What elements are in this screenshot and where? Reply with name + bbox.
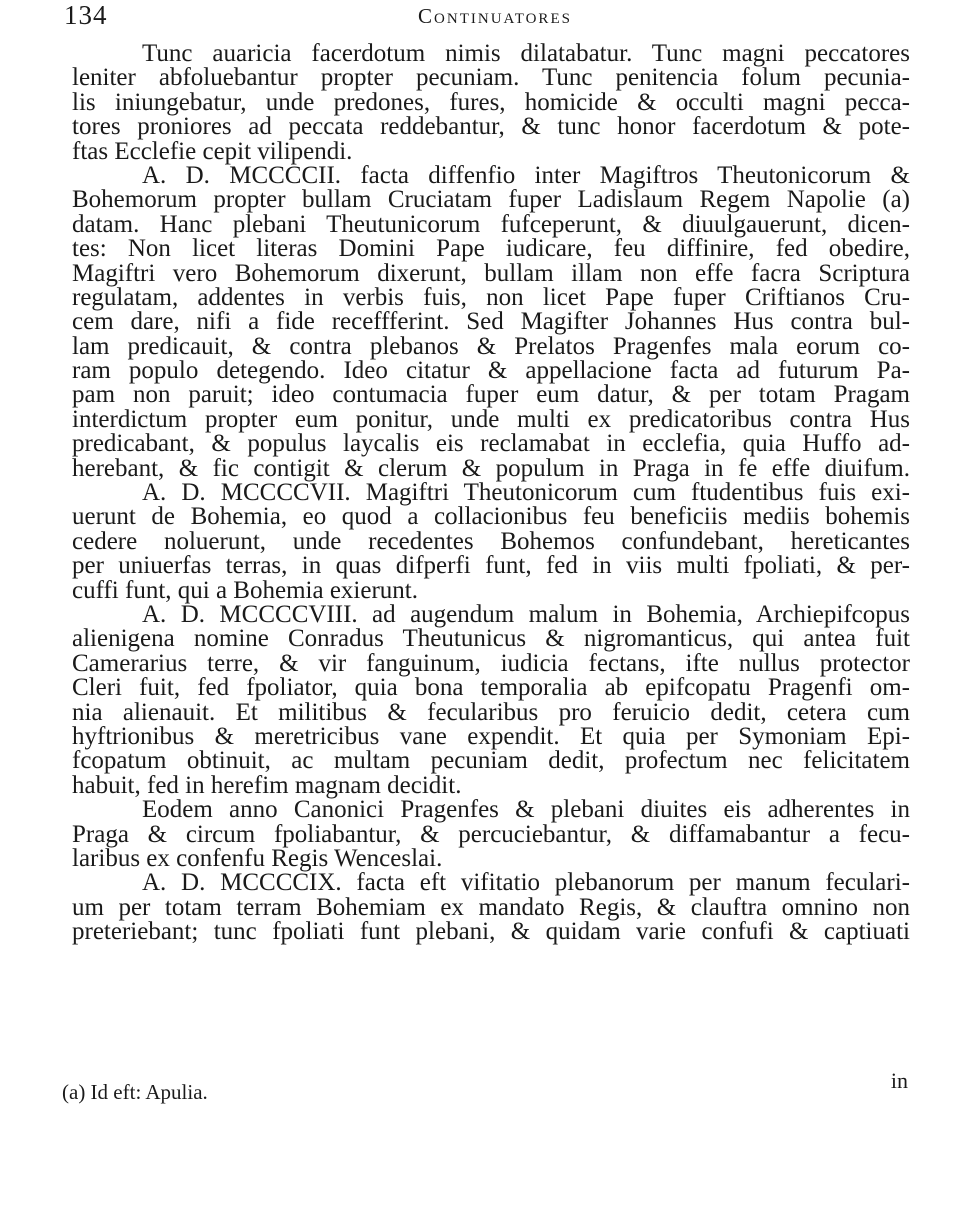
text-line: Cleri fuit, fed fpoliator, quia bona temporalia ab epifcopatu Pragenfi om- (72, 674, 910, 702)
text-line: A. D. MCCCCVII. Magiftri Theutonicorum cum ftudentibus fuis exi- (142, 479, 910, 507)
text-line: Camerarius terre, & vir fanguinum, iudicia fectans, ifte nullus protector (72, 649, 910, 677)
text-line: hyftrionibus & meretricibus vane expendit. Et quia per Symoniam Epi- (72, 722, 910, 750)
text-line: A. D. MCCCCII. facta diffenfio inter Magiftros Theutonicorum & (142, 161, 910, 189)
text-line: preteriebant; tunc fpoliati funt plebani, & quidam varie confufi & captiuati (72, 918, 910, 946)
text-line: alienigena nomine Conradus Theutunicus & nigromanticus, qui antea fuit (72, 625, 910, 653)
text-line: datam. Hanc plebani Theutunicorum fufceperunt, & diuulgauerunt, dicen- (72, 210, 910, 238)
text-line: tores proniores ad peccata reddebantur, & tunc honor facerdotum & pote- (72, 113, 910, 141)
text-line: fcopatum obtinuit, ac multam pecuniam dedit, profectum nec felicitatem (72, 747, 910, 775)
text-line: A. D. MCCCCIX. facta eft vifitatio plebanorum per manum feculari- (142, 869, 910, 897)
text-line: Eodem anno Canonici Pragenfes & plebani diuites eis adherentes in (142, 796, 910, 824)
text-line: nia alienauit. Et militibus & fecularibus pro feruicio dedit, cetera cum (72, 698, 910, 726)
text-line: pam non paruit; ideo contumacia fuper eum datur, & per totam Pragam (72, 381, 910, 409)
text-line: lis iniungebatur, unde predones, fures, homicide & occulti magni pecca- (72, 88, 910, 116)
text-line: herebant, & fic contigit & clerum & populum in Praga in fe effe diuifum. (72, 454, 910, 482)
text-line: cuffi funt, qui a Bohemia exierunt. (72, 576, 418, 604)
running-head: Continuatores (418, 4, 572, 28)
text-line: Bohemorum propter bullam Cruciatam fuper Ladislaum Regem Napolie (a) (72, 186, 910, 214)
text-line: tes: Non licet literas Domini Pape iudicare, feu diffinire, fed obedire, (72, 235, 910, 263)
text-line: ram populo detegendo. Ideo citatur & appellacione facta ad futurum Pa- (72, 357, 910, 385)
text-line: laribus ex confenfu Regis Wenceslai. (72, 844, 443, 872)
catchword: in (890, 1068, 908, 1093)
text-line: Magiftri vero Bohemorum dixerunt, bullam illam non effe facra Scriptura (72, 259, 910, 287)
text-line: interdictum propter eum ponitur, unde multi ex predicatoribus contra Hus (72, 405, 910, 433)
text-line: Praga & circum fpoliabantur, & percuciebantur, & diffamabantur a fecu- (72, 820, 910, 848)
page-number: 134 (64, 0, 108, 30)
text-line: habuit, fed in herefim magnam decidit. (72, 771, 462, 799)
text-line: uerunt de Bohemia, eo quod a collacionibus feu beneficiis mediis bohemis (72, 503, 910, 531)
text-line: Tunc auaricia facerdotum nimis dilatabatur. Tunc magni peccatores (142, 40, 910, 67)
text-line: cem dare, nifi a fide receffferint. Sed Magifter Johannes Hus contra bul- (72, 308, 910, 336)
text-line: A. D. MCCCCVIII. ad augendum malum in Bohemia, Archiepifcopus (142, 600, 910, 628)
text-line: cedere noluerunt, unde recedentes Bohemos confundebant, hereticantes (72, 527, 910, 555)
text-line: um per totam terram Bohemiam ex mandato Regis, & clauftra omnino non (72, 893, 910, 921)
text-line: regulatam, addentes in verbis fuis, non licet Pape fuper Criftianos Cru- (72, 283, 910, 311)
body-text (72, 42, 910, 944)
text-line: lam predicauit, & contra plebanos & Prelatos Pragenfes mala eorum co- (72, 332, 910, 360)
text-line: leniter abfoluebantur propter pecuniam. Tunc penitencia folum pecunia- (72, 64, 910, 92)
text-line: ftas Ecclefie cepit vilipendi. (72, 137, 353, 165)
text-line: per uniuerfas terras, in quas difperfi funt, fed in viis multi fpoliati, & per- (72, 552, 910, 580)
text-line: predicabant, & populus laycalis eis reclamabat in ecclefia, quia Huffo ad- (72, 430, 910, 458)
footnote: (a) Id eft: Apulia. (62, 1080, 208, 1104)
